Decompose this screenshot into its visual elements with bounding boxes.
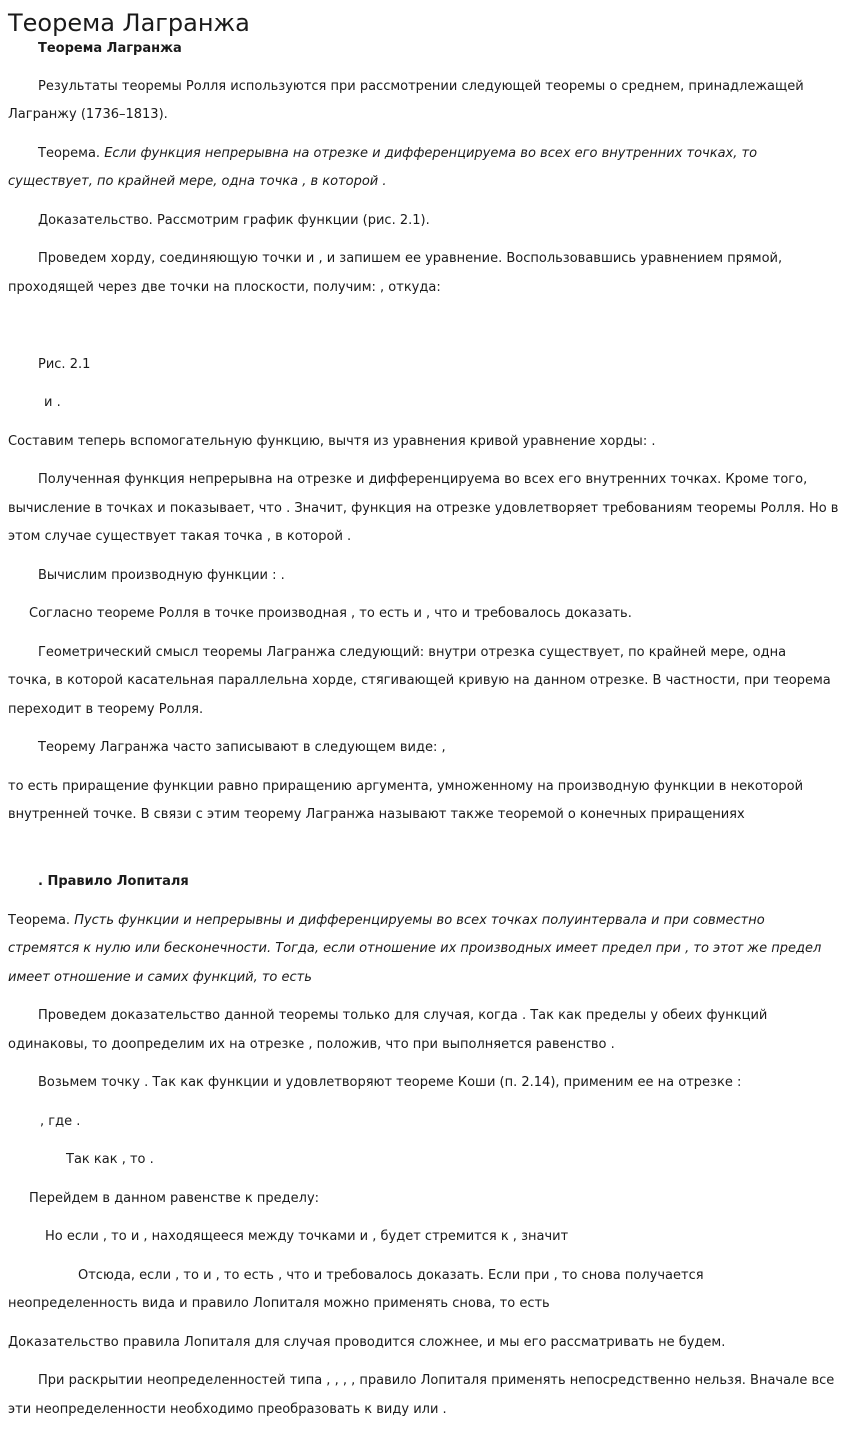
text-line: Согласно теореме Ролля в точке производная , то есть и , что и требовалось доказать. (29, 606, 632, 621)
text-line: Возьмем точку . Так как функции и удовлетворяют теореме Коши (п. 2.14), применим ее на отрезке : (38, 1075, 742, 1090)
text-line: Геометрический смысл теоремы Лагранжа следующий: внутри отрезка существует, по крайней мере, одна (38, 645, 787, 660)
text-line: проходящей через две точки на плоскости, получим: , откуда: (8, 280, 441, 295)
text-line: Лагранжу (1736–1813). (8, 107, 168, 122)
text-line: Полученная функция непрерывна на отрезке и дифференцируема во всех его внутренних точках. Кроме того, (38, 472, 808, 487)
text-line (38, 140, 839, 169)
text-line: одинаковы, то доопределим их на отрезке , положив, что при выполняется равенство . (8, 1037, 615, 1052)
text-line: переходит в теорему Ролля. (8, 702, 204, 717)
text-run: Пусть функции и непрерывны и дифференцируемы во всех точках полуинтервала и при совместно (74, 913, 765, 928)
text-line: Проведем хорду, соединяющую точки и , и запишем ее уравнение. Воспользовавшись уравнением прямой, (38, 251, 783, 266)
text-line: существует, по крайней мере, одна точка , в которой . (8, 174, 387, 189)
text-line: то есть приращение функции равно приращению аргумента, умноженному на производную функции в некоторой (8, 779, 804, 794)
text-line: Вычислим производную функции : . (38, 568, 285, 583)
text-line (8, 907, 839, 936)
text-line: Теорема Лагранжа (38, 41, 182, 56)
text-line: Составим теперь вспомогательную функцию, вычтя из уравнения кривой уравнение хорды: . (8, 434, 656, 449)
text-line: эти неопределенности необходимо преобразовать к виду или . (8, 1402, 447, 1417)
text-line: Отсюда, если , то и , то есть , что и требовалось доказать. Если при , то снова получается (78, 1268, 704, 1283)
text-line: . Правило Лопиталя (38, 874, 189, 889)
text-line: Результаты теоремы Ролля используются при рассмотрении следующей теоремы о среднем, принадлежащей (38, 79, 804, 94)
text-line: этом случае существует такая точка , в которой . (8, 529, 352, 544)
text-line: стремятся к нулю или бесконечности. Тогда, если отношение их производных имеет предел при , то этот же предел (8, 941, 822, 956)
text-run: Теорема. (38, 146, 105, 161)
text-line: Доказательство правила Лопиталя для случая проводится сложнее, и мы его рассматривать не будем. (8, 1335, 726, 1350)
text-line: Так как , то . (66, 1152, 154, 1167)
text-line: Теорему Лагранжа часто записывают в следующем виде: , (38, 740, 446, 755)
text-line: При раскрытии неопределенностей типа , , , , правило Лопиталя применять непосредственно нельзя. Вначале все (38, 1373, 835, 1388)
text-line: Проведем доказательство данной теоремы только для случая, когда . Так как пределы у обеих функций (38, 1008, 768, 1023)
text-line: и . (44, 395, 61, 410)
page-title: Теорема Лагранжа (8, 9, 250, 37)
text-line: вычисление в точках и показывает, что . Значит, функция на отрезке удовлетворяет требованиям теоремы Ролля. Но в (8, 501, 839, 516)
text-run: Если функция непрерывна на отрезке и дифференцируема во всех его внутренних точках, то (104, 146, 758, 161)
text-line: точка, в которой касательная параллельна хорде, стягивающей кривую на данном отрезке. В частности, при теорема (8, 673, 831, 688)
text-line: , где . (40, 1114, 81, 1129)
text-line: Но если , то и , находящееся между точками и , будет стремится к , значит (45, 1229, 569, 1244)
text-line: Доказательство. Рассмотрим график функции (рис. 2.1). (38, 213, 430, 228)
text-run: Теорема. (8, 913, 75, 928)
text-line: Рис. 2.1 (38, 357, 91, 372)
text-line: неопределенность вида и правило Лопиталя можно применять снова, то есть (8, 1296, 550, 1311)
text-line: имеет отношение и самих функций, то есть (8, 970, 312, 985)
text-line: внутренней точке. В связи с этим теорему Лагранжа называют также теоремой о конечных приращениях (8, 807, 745, 822)
text-line: Перейдем в данном равенстве к пределу: (29, 1191, 320, 1206)
